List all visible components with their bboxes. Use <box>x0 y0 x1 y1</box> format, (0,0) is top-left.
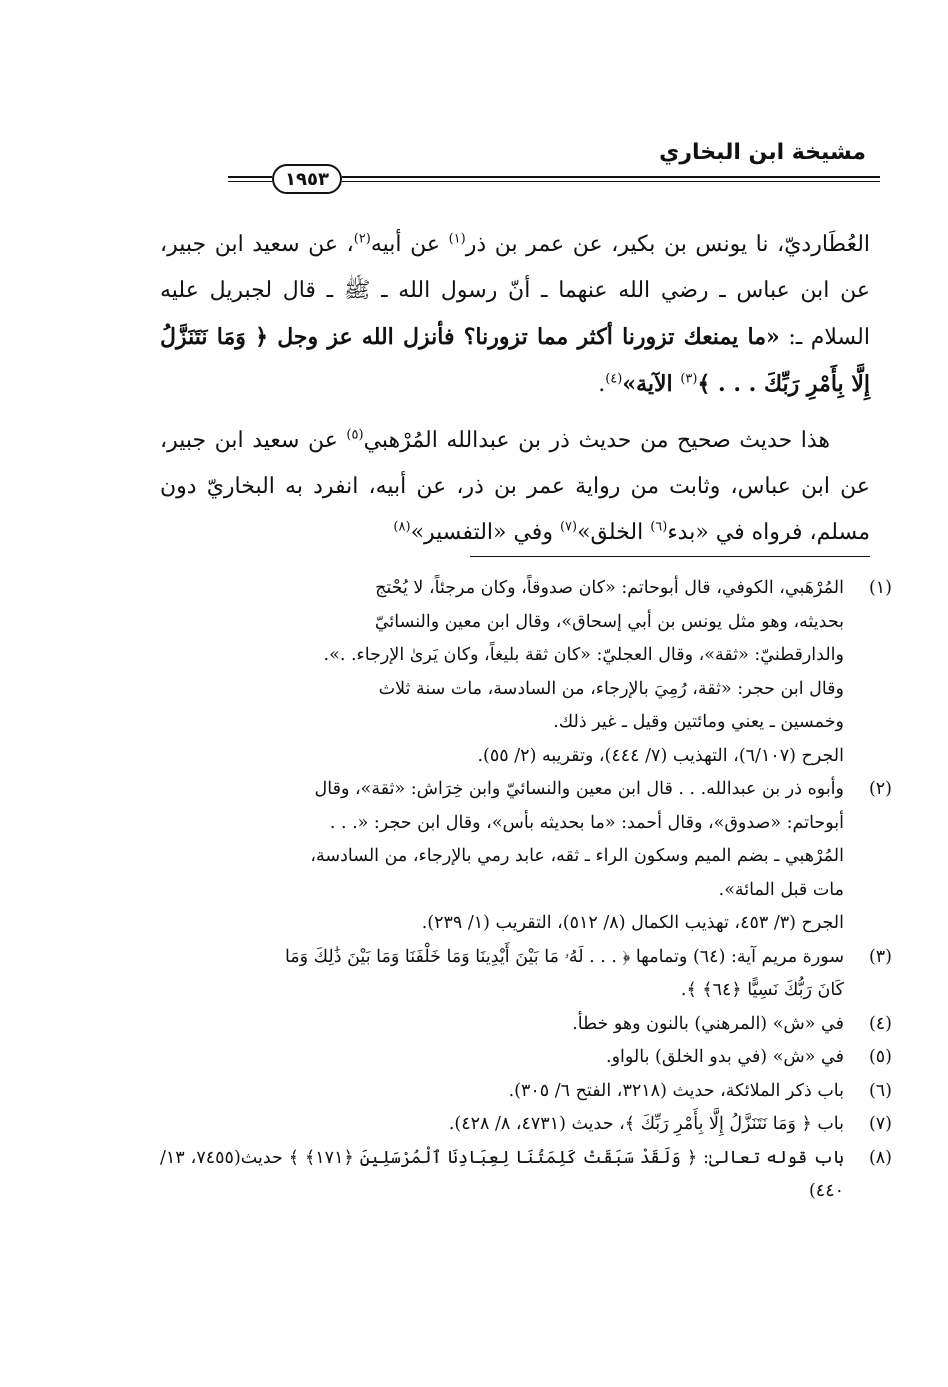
footnote-body <box>160 941 844 1008</box>
text-run: ، عن سعيد ابن جبير، عن ابن عباس ـ رضي الله عنهما ـ أنّ رسول الله ـ ﷺ ـ قال لجبريل عليه السلام ـ: <box>160 232 870 350</box>
footnote-line: باب ﴿ وَمَا نَتَنَزَّلُ إِلَّا بِأَمْرِ رَبِّكَ ﴾، حديث (٤٧٣١، ٨/ ٤٢٨). <box>448 1114 844 1134</box>
footnote-line: وقال ابن حجر: «ثقة، رُمِيَ بالإرجاء، من السادسة، مات سنة ثلاث <box>378 678 844 699</box>
page-number: ١٩٥٣ <box>272 164 342 194</box>
footnote-body <box>160 1108 844 1142</box>
footnote-number: (٤) <box>868 1013 892 1034</box>
footnote-ref: (٢) <box>353 231 371 247</box>
footnote-separator <box>470 556 870 557</box>
text-run: هذا حديث صحيح من حديث ذر بن عبدالله المُرْهبي <box>363 428 830 453</box>
footnote-line: كَانَ رَبُّكَ نَسِيًّا ﴿٦٤﴾ ﴾. <box>680 980 844 1000</box>
footnote-line: المُرْهَبي، الكوفي، قال أبوحاتم: «كان صدوقاً، وكان مرجئاً، لا يُحْتج <box>375 578 844 598</box>
text-run: . <box>598 372 606 397</box>
footnote-number: (٥) <box>868 1047 892 1067</box>
footnote-number: (١) <box>868 578 892 598</box>
footnote-item <box>160 1041 892 1075</box>
footnote-item <box>160 1108 892 1142</box>
header-rule-left <box>228 176 272 182</box>
footnote-item <box>160 1008 892 1042</box>
footnote-line: الجرح (٦/١٠٧)، التهذيب (٧/ ٤٤٤)، وتقريبه (٢/ ٥٥). <box>477 745 844 766</box>
footnote-body <box>160 1008 844 1042</box>
footnote-ref: (٥) <box>346 427 364 443</box>
footnote-item <box>160 1075 892 1109</box>
footnote-line: أبوحاتم: «صدوق»، وقال أحمد: «ما بحديثه بأس»، وقال ابن حجر: «. . . <box>329 812 844 833</box>
footnote-line: باب ذكر الملائكة، حديث (٣٢١٨، الفتح ٦/ ٣٠٥). <box>508 1080 844 1101</box>
footnote-number: (٢) <box>868 779 892 799</box>
running-title: مشيخة ابن البخاري <box>659 140 866 165</box>
text-run: الخلق» <box>577 520 651 545</box>
footnote-number: (٨) <box>868 1147 892 1168</box>
footnote-item <box>160 773 892 941</box>
footnote-body <box>160 1041 844 1075</box>
footnote-item <box>160 572 892 773</box>
footnote-ref: (١) <box>448 231 466 247</box>
footnote-line: والدارقطنيّ: «ثقة»، وقال العجليّ: «كان ثقة بليغاً، وكان يَرىٰ الإرجاء. .». <box>323 645 844 665</box>
main-text <box>160 222 870 556</box>
footnote-line: سورة مريم آية: (٦٤) وتمامها ﴿ . . . لَهُۥ مَا بَيْنَ أَيْدِينَا وَمَا خَلْفَنَا وَمَا بَيْنَ ذَٰلِكَ وَمَا <box>284 946 844 967</box>
footnote-line: وخمسين ـ يعني ومائتين وقيل ـ غير ذلك. <box>553 712 844 732</box>
main-paragraph-1 <box>160 222 870 408</box>
footnote-ref: (٣) <box>680 371 698 387</box>
footnote-line: باب قوله تعالىٰ: ﴿ وَلَقَدْ سَبَقَتْ كَلِمَتُنَا لِعِبَادِنَا ٱلْمُرْسَلِينَ ﴿١٧١﴾ ﴾ حديث(٧٤٥٥، ١٣/ ٤٤٠) <box>160 1147 844 1201</box>
text-run: العُطَارديّ، نا يونس بن بكير، عن عمر بن ذر <box>465 232 871 257</box>
bold-quote: «ما يمنعك تزورنا أكثر مما تزورنا؟ فأنزل الله عز وجل ﴿ وَمَا نَتَنَزَّلُ إِلَّا بِأَمْرِ رَبِّكَ . . . ﴾ <box>160 324 870 397</box>
text-run: عن سعيد ابن جبير، عن ابن عباس، وثابت من رواية عمر بن ذر، عن أبيه، انفرد به البخاريّ دون مسلم، فرواه في «بدء <box>160 428 870 545</box>
text-run: وفي «التفسير» <box>410 520 560 545</box>
footnotes <box>160 572 892 1209</box>
footnote-ref: (٦) <box>650 519 668 535</box>
footnote-body <box>160 1075 844 1109</box>
footnote-line: وأبوه ذر بن عبدالله. . . قال ابن معين والنسائيّ وابن خِرَاش: «ثقة»، وقال <box>314 779 844 799</box>
footnote-ref: (٤) <box>605 371 623 387</box>
footnote-line: مات قبل المائة». <box>718 879 844 900</box>
footnote-ref: (٨) <box>393 519 411 535</box>
footnote-line: الجرح (٣/ ٤٥٣، تهذيب الكمال (٨/ ٥١٢)، التقريب (١/ ٢٣٩). <box>421 913 844 933</box>
footnote-body <box>160 572 844 773</box>
footnote-line: بحديثه، وهو مثل يونس بن أبي إسحاق»، وقال ابن معين والنسائيّ <box>374 611 844 632</box>
footnote-number: (٣) <box>868 946 892 967</box>
header-rule-right <box>342 176 880 182</box>
text-run: عن أبيه <box>370 232 449 257</box>
main-paragraph-2 <box>160 418 870 556</box>
footnote-body <box>160 773 844 941</box>
footnote-line: المُرْهبي ـ بضم الميم وسكون الراء ـ ثقه، عابد رمي بالإرجاء، من السادسة، <box>310 846 844 866</box>
footnote-item <box>160 941 892 1008</box>
footnote-ref: (٧) <box>559 519 578 535</box>
footnote-number: (٧) <box>868 1114 892 1134</box>
footnote-body <box>160 1142 844 1209</box>
footnote-number: (٦) <box>868 1080 892 1101</box>
footnote-item <box>160 1142 892 1209</box>
footnote-line: في «ش» (في بدو الخلق) بالواو. <box>606 1047 844 1067</box>
footnote-line: في «ش» (المرهني) بالنون وهو خطأ. <box>572 1013 844 1034</box>
bold-quote: الآية» <box>622 371 681 397</box>
